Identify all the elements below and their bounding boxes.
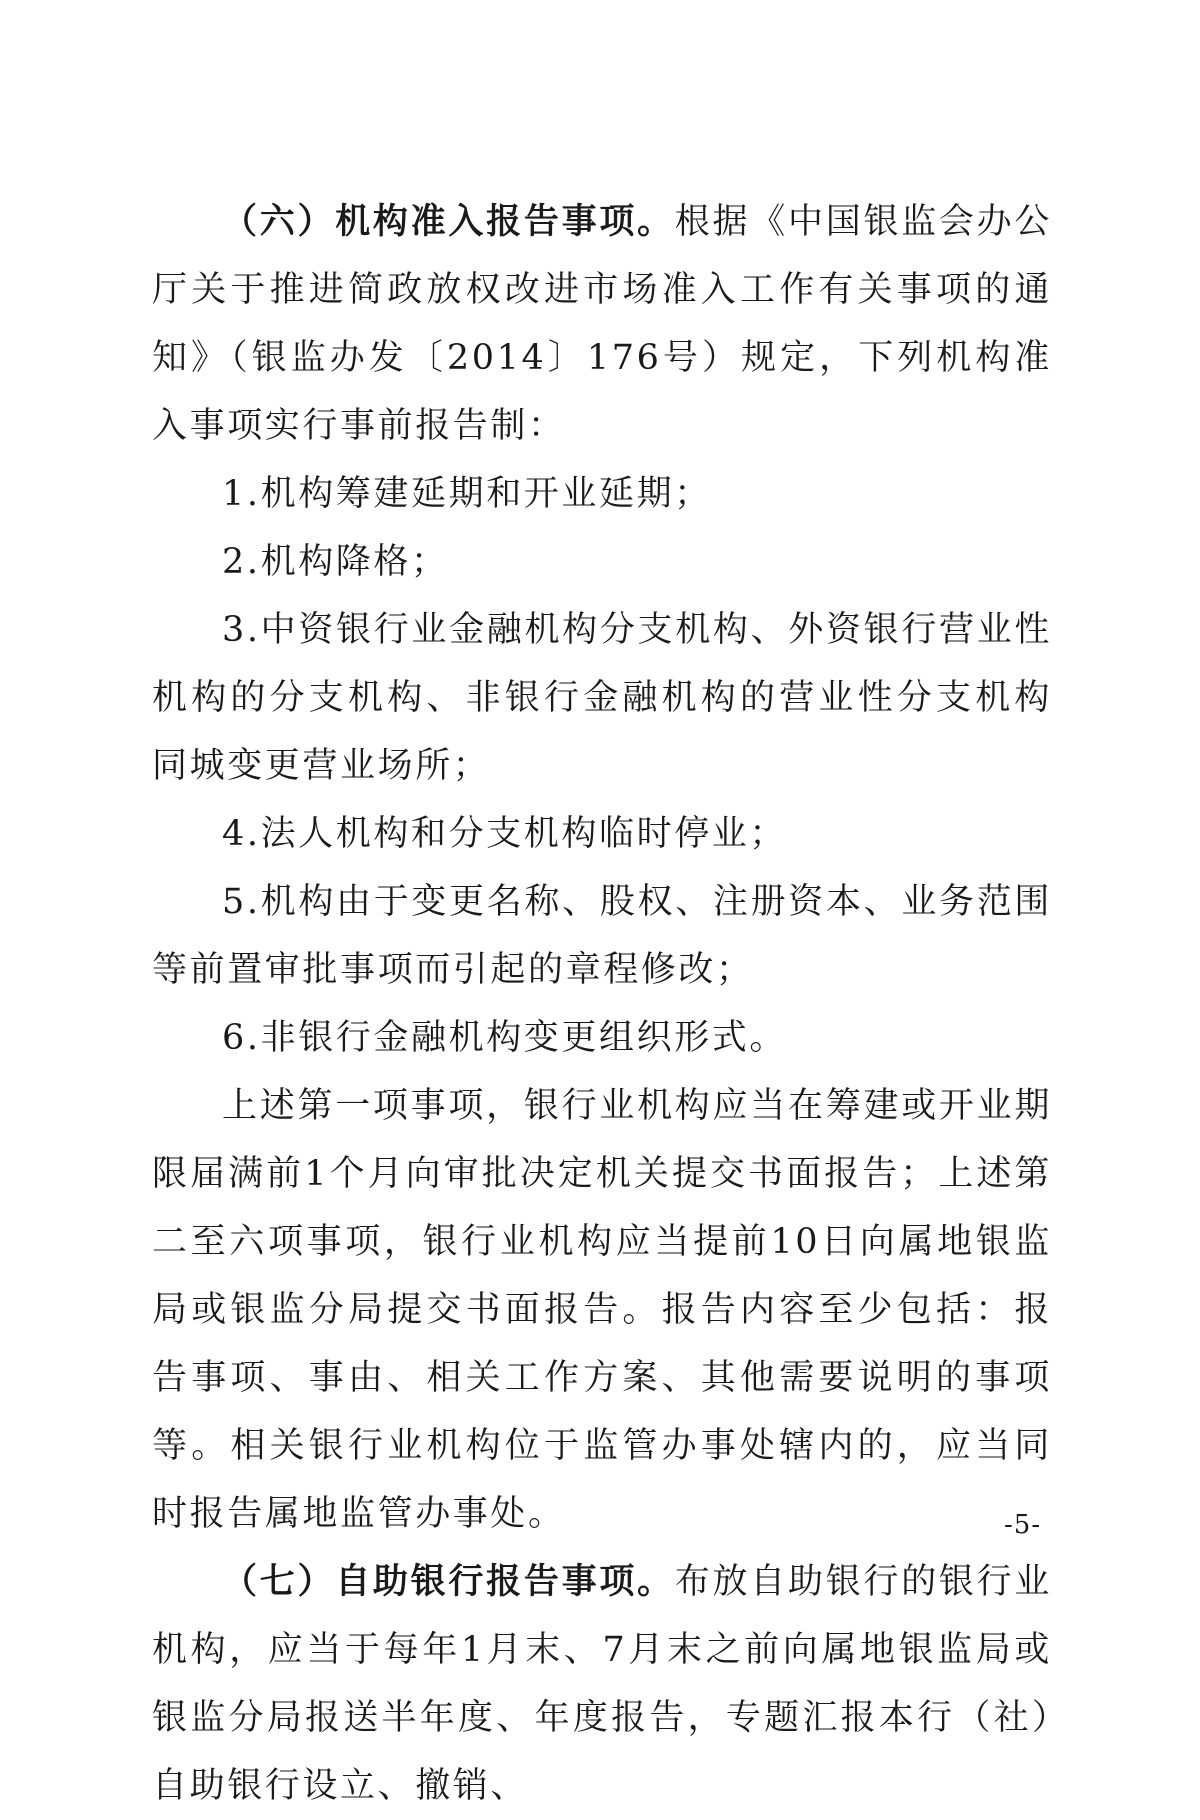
- paragraph-reporting-requirements: 上述第一项事项，银行业机构应当在筹建或开业期限届满前1个月向审批决定机关提交书面报告；上述第二至六项事项，银行业机构应当提前10日向属地银监局或银监分局提交书面报告。报告内容至少包括：报告事项、事由、相关工作方案、其他需要说明的事项等。相关银行业机构位于监管办事处辖内的，应当同时报告属地监管办事处。: [152, 1086, 1052, 1534]
- section-6-heading: （六）机构准入报告事项。: [222, 201, 675, 242]
- list-item-2: 2.机构降格；: [222, 542, 449, 582]
- list-item-4: 4.法人机构和分支机构临时停业；: [222, 814, 787, 854]
- list-item-5: 5.机构由于变更名称、股权、注册资本、业务范围等前置审批事项而引起的章程修改；: [152, 882, 1052, 990]
- page-number: -5-: [1004, 1510, 1042, 1540]
- paragraph-section-6: [152, 188, 1052, 460]
- section-6-text: 根据《中国银监会办公厅关于推进简政放权改进市场准入工作有关事项的通知》（银监办发〔2014〕176号）规定，下列机构准入事项实行事前报告制：: [152, 202, 1052, 446]
- list-item-3: 3.中资银行业金融机构分支机构、外资银行营业性机构的分支机构、非银行金融机构的营业性分支机构同城变更营业场所；: [152, 610, 1052, 786]
- paragraph-section-7: [152, 1548, 1052, 1820]
- list-item-1: 1.机构筹建延期和开业延期；: [222, 474, 712, 514]
- document-body: [152, 188, 1052, 1820]
- section-7-text: 布放自助银行的银行业机构，应当于每年1月末、7月末之前向属地银监局或银监分局报送半年度、年度报告，专题汇报本行（社）自助银行设立、撤销、: [152, 1562, 1052, 1806]
- section-7-heading: （七）自助银行报告事项。: [222, 1561, 675, 1602]
- list-item-6: 6.非银行金融机构变更组织形式。: [222, 1018, 787, 1058]
